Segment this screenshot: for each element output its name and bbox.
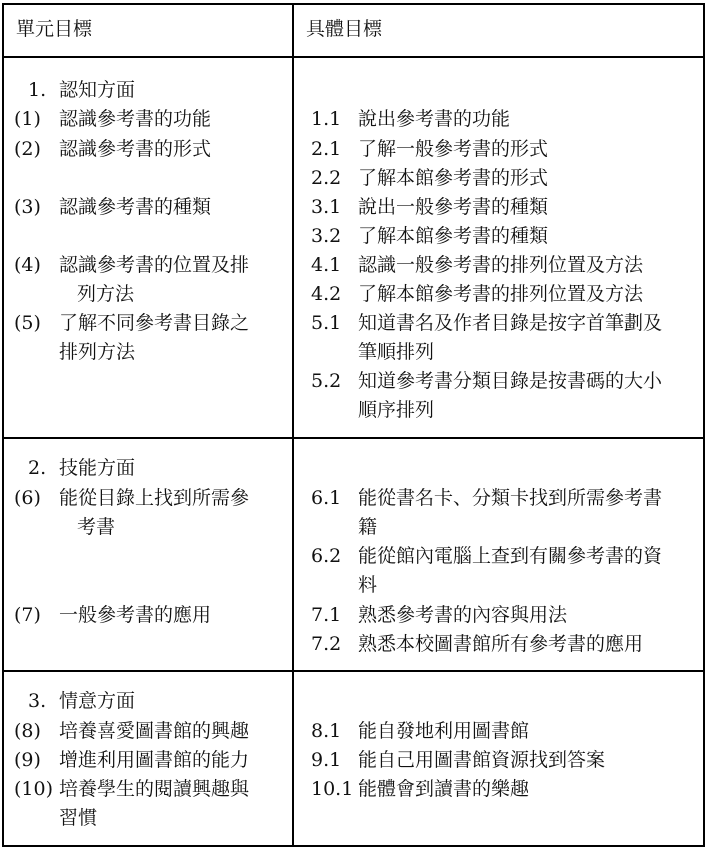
unit-number: (6) [14,487,41,509]
unit-text: 培養學生的閱讀興趣與 [59,778,250,800]
objective-number: 7.1 [311,604,342,626]
section-title: 認知方面 [59,79,136,101]
objective-number: 5.2 [311,370,342,392]
objective-text: 了解本館參考書的排列位置及方法 [358,283,644,305]
objective-number: 1.1 [311,108,342,130]
unit-number: (9) [14,749,41,771]
unit-number: (2) [14,138,41,160]
objective-text: 說出參考書的功能 [358,108,511,130]
objective-text: 認識一般參考書的排列位置及方法 [358,254,644,276]
table-border-left [2,3,4,847]
unit-text: 一般參考書的應用 [59,604,212,626]
section-number: 1. [28,79,47,101]
section-rule-1 [2,437,705,439]
objective-text: 熟悉本校圖書館所有參考書的應用 [358,633,644,655]
objective-text: 能體會到讀書的樂趣 [358,778,530,800]
objective-number: 5.1 [311,312,342,334]
unit-text: 能從目錄上找到所需參 [59,487,250,509]
objective-text: 能從館內電腦上查到有關參考書的資 [358,545,663,567]
objective-number: 9.1 [311,749,342,771]
objective-text: 能自發地利用圖書館 [358,720,530,742]
objective-text: 知道書名及作者目錄是按字首筆劃及 [358,312,663,334]
objective-number: 10.1 [311,778,354,800]
table-border-bottom [2,845,705,847]
unit-text: 排列方法 [59,341,136,363]
objective-text: 熟悉參考書的內容與用法 [358,604,568,626]
objective-text: 了解本館參考書的形式 [358,167,549,189]
unit-text: 認識參考書的形式 [59,138,212,160]
objective-number: 2.2 [311,167,342,189]
unit-number: (7) [14,604,41,626]
section-title: 技能方面 [59,457,136,479]
header-right: 具體目標 [306,18,383,40]
unit-text: 了解不同參考書目錄之 [59,312,250,334]
objective-text: 筆順排列 [358,341,435,363]
objective-number: 2.1 [311,138,342,160]
objective-number: 3.2 [311,225,342,247]
objective-text: 了解一般參考書的形式 [358,138,549,160]
unit-number: (10) [14,778,54,800]
unit-text: 習慣 [59,807,98,829]
objective-text: 能自己用圖書館資源找到答案 [358,749,606,771]
section-number: 3. [28,690,47,712]
unit-number: (8) [14,720,41,742]
table-border-right [703,3,705,847]
objective-text: 籍 [358,516,378,538]
objective-number: 7.2 [311,633,342,655]
section-number: 2. [28,457,47,479]
unit-text: 增進利用圖書館的能力 [59,749,250,771]
objective-number: 6.2 [311,545,342,567]
unit-text: 認識參考書的種類 [59,196,212,218]
unit-text: 認識參考書的功能 [59,108,212,130]
objective-text: 料 [358,574,378,596]
objective-text: 了解本館參考書的種類 [358,225,549,247]
unit-text: 列方法 [77,283,135,305]
objective-number: 6.1 [311,487,342,509]
objective-text: 說出一般參考書的種類 [358,196,549,218]
objective-number: 4.2 [311,283,342,305]
column-divider [292,3,294,847]
unit-text: 考書 [77,516,116,538]
unit-number: (3) [14,196,41,218]
header-rule [2,56,705,58]
objective-number: 8.1 [311,720,342,742]
unit-text: 培養喜愛圖書館的興趣 [59,720,250,742]
objective-text: 能從書名卡、分類卡找到所需參考書 [358,487,663,509]
section-rule-2 [2,670,705,672]
unit-number: (4) [14,254,41,276]
header-left: 單元目標 [16,18,93,40]
objective-text: 順序排列 [358,399,435,421]
unit-number: (1) [14,108,41,130]
objective-number: 4.1 [311,254,342,276]
table-border-top [2,3,705,5]
unit-text: 認識參考書的位置及排 [59,254,250,276]
objective-text: 知道參考書分類目錄是按書碼的大小 [358,370,663,392]
unit-number: (5) [14,312,41,334]
section-title: 情意方面 [59,690,136,712]
objective-number: 3.1 [311,196,342,218]
